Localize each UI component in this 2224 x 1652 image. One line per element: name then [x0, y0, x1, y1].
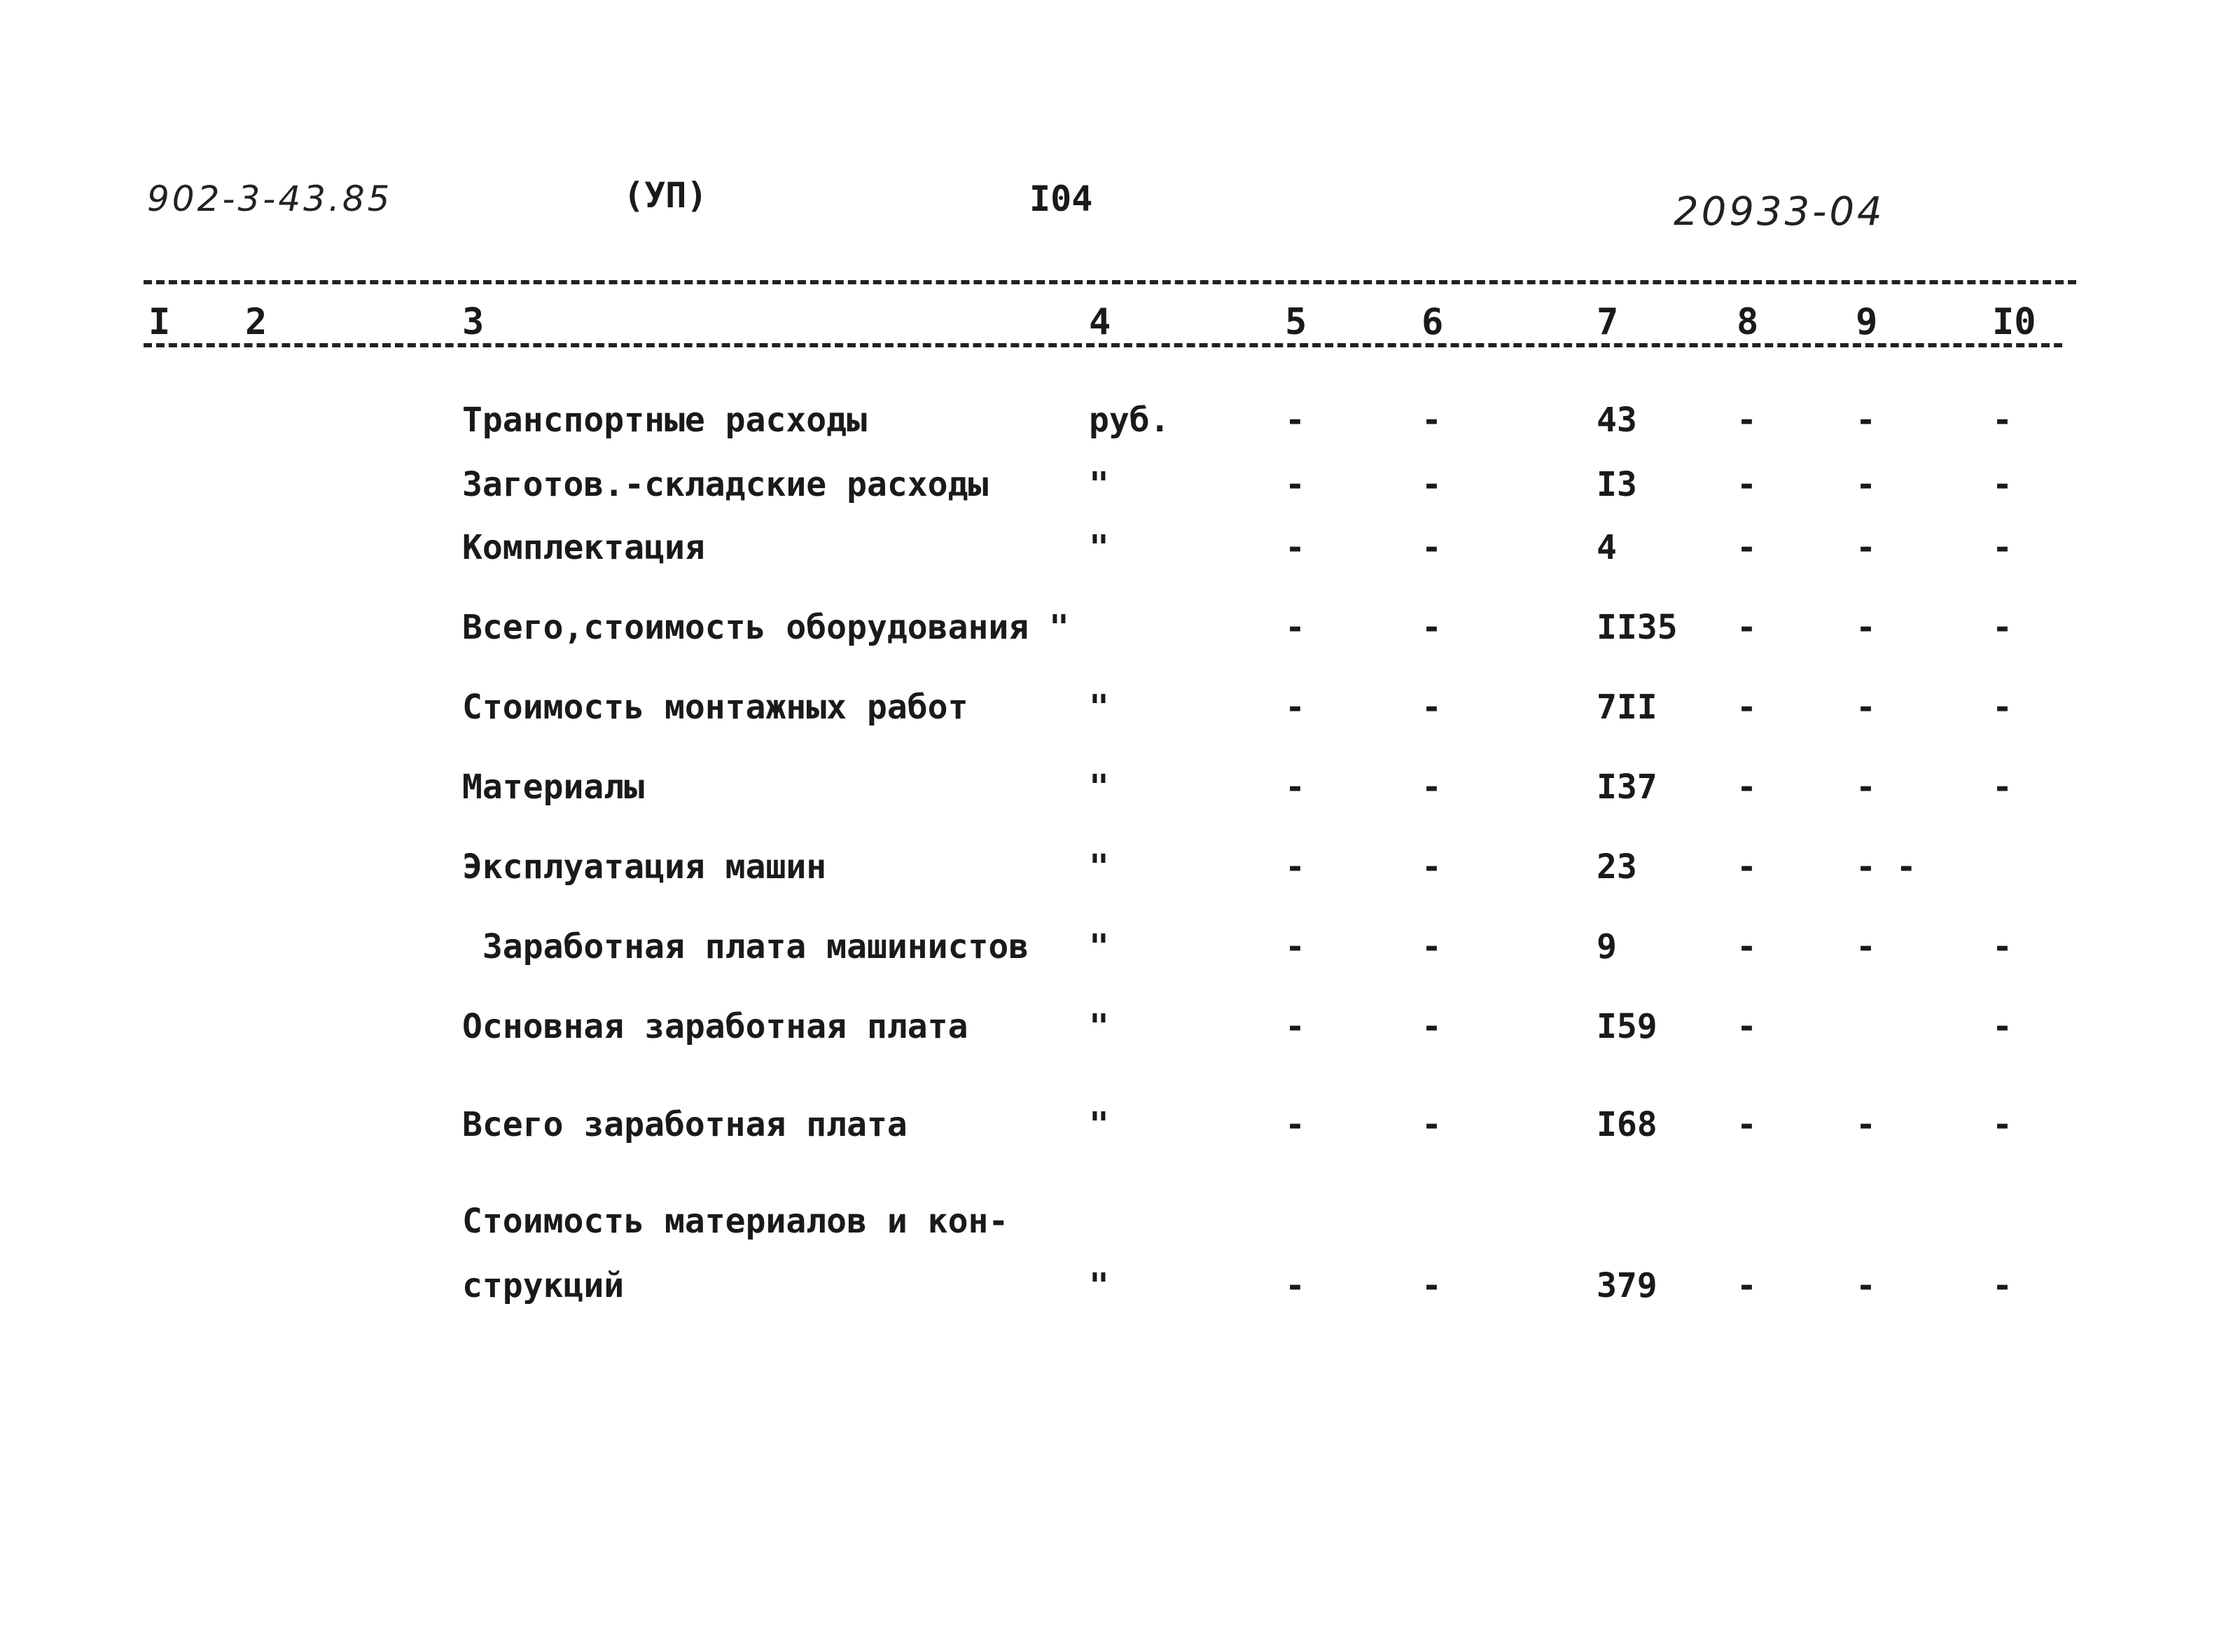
cell-col8: - — [1737, 465, 1757, 504]
table-row — [0, 1200, 2224, 1319]
cell-col5: - — [1285, 608, 1305, 647]
row-unit: " — [1089, 688, 1109, 727]
cell-col9: - — [1856, 401, 1876, 440]
cell-col6: - — [1422, 768, 1442, 807]
cell-col6: - — [1422, 608, 1442, 647]
row-label: Всего,стоимость оборудования " — [462, 608, 1069, 647]
cell-col8: - — [1737, 1105, 1757, 1144]
table-row — [0, 527, 2224, 583]
cell-col9: - — [1856, 528, 1876, 567]
cell-col9: - - — [1856, 847, 1917, 887]
cell-col5: - — [1285, 927, 1305, 966]
table-row — [0, 846, 2224, 902]
bottom-rule — [144, 343, 2062, 347]
cell-col8: - — [1737, 768, 1757, 807]
row-label: Стоимость монтажных работ — [462, 688, 968, 727]
section-label: (УП) — [623, 175, 708, 216]
cell-col10: - — [1992, 1007, 2013, 1046]
cell-col8: - — [1737, 1266, 1757, 1305]
cell-col6: - — [1422, 688, 1442, 727]
cell-col10: - — [1992, 1266, 2013, 1305]
cell-col9: - — [1856, 465, 1876, 504]
doc-code: 902-3-43.85 — [147, 179, 393, 219]
cell-col8: - — [1737, 1007, 1757, 1046]
cell-col5: - — [1285, 465, 1305, 504]
cell-col5: - — [1285, 847, 1305, 887]
cell-col10: - — [1992, 927, 2013, 966]
table-row — [0, 766, 2224, 822]
cell-col7: 23 — [1597, 847, 1637, 887]
cell-col5: - — [1285, 688, 1305, 727]
column-number-1: I — [148, 301, 171, 343]
cell-col7: I59 — [1597, 1007, 1657, 1046]
row-label: Комплектация — [462, 528, 705, 567]
cell-col7: 9 — [1597, 927, 1617, 966]
cell-col10: - — [1992, 608, 2013, 647]
cell-col8: - — [1737, 927, 1757, 966]
cell-col6: - — [1422, 401, 1442, 440]
cell-col10: - — [1992, 768, 2013, 807]
row-unit: " — [1089, 465, 1109, 504]
table-row — [0, 1104, 2224, 1160]
cell-col10: - — [1992, 688, 2013, 727]
cell-col7: I68 — [1597, 1105, 1657, 1144]
cell-col6: - — [1422, 465, 1442, 504]
cell-col5: - — [1285, 1266, 1305, 1305]
cell-col8: - — [1737, 608, 1757, 647]
cell-col7: 7II — [1597, 688, 1657, 727]
cell-col7: 4 — [1597, 528, 1617, 567]
cell-col9: - — [1856, 768, 1876, 807]
top-rule — [144, 280, 2076, 284]
cell-col5: - — [1285, 1007, 1305, 1046]
table-row — [0, 926, 2224, 982]
cell-col8: - — [1737, 847, 1757, 887]
row-label: Заготов.-складские расходы — [462, 465, 989, 504]
column-number-10: I0 — [1992, 301, 2036, 343]
row-label: Всего заработная плата — [462, 1105, 908, 1144]
table-row — [0, 686, 2224, 742]
cell-col6: - — [1422, 1105, 1442, 1144]
row-label: Транспортные расходы — [462, 401, 867, 440]
cell-col5: - — [1285, 401, 1305, 440]
cell-col10: - — [1992, 528, 2013, 567]
row-unit: " — [1089, 847, 1109, 887]
cell-col6: - — [1422, 1266, 1442, 1305]
row-unit: " — [1089, 927, 1109, 966]
column-number-8: 8 — [1737, 301, 1759, 343]
row-unit: " — [1089, 1266, 1109, 1305]
cell-col6: - — [1422, 847, 1442, 887]
cell-col6: - — [1422, 927, 1442, 966]
cell-col8: - — [1737, 528, 1757, 567]
table-row — [0, 606, 2224, 662]
column-number-4: 4 — [1089, 301, 1111, 343]
row-label: Заработная плата машинистов — [462, 927, 1029, 966]
cell-col6: - — [1422, 1007, 1442, 1046]
row-unit: " — [1089, 1007, 1109, 1046]
cell-col9: - — [1856, 608, 1876, 647]
cell-col9: - — [1856, 927, 1876, 966]
column-number-3: 3 — [462, 301, 485, 343]
page-number: I04 — [1029, 179, 1093, 219]
cell-col6: - — [1422, 528, 1442, 567]
row-unit: руб. — [1089, 401, 1170, 440]
cell-col7: II35 — [1597, 608, 1678, 647]
cell-col7: 43 — [1597, 401, 1637, 440]
table-row — [0, 399, 2224, 455]
cell-col8: - — [1737, 688, 1757, 727]
cell-col10: - — [1992, 465, 2013, 504]
row-label-continuation: струкций — [462, 1266, 625, 1305]
column-number-6: 6 — [1422, 301, 1444, 343]
cell-col5: - — [1285, 768, 1305, 807]
cell-col10: - — [1992, 401, 2013, 440]
column-number-9: 9 — [1856, 301, 1878, 343]
row-label: Основная заработная плата — [462, 1007, 968, 1046]
column-number-7: 7 — [1597, 301, 1619, 343]
row-unit: " — [1089, 768, 1109, 807]
cell-col9: - — [1856, 1105, 1876, 1144]
row-unit: " — [1089, 1105, 1109, 1144]
cell-col10: - — [1992, 1105, 2013, 1144]
cell-col7: I37 — [1597, 768, 1657, 807]
cell-col9: - — [1856, 1266, 1876, 1305]
cell-col9: - — [1856, 688, 1876, 727]
column-number-5: 5 — [1285, 301, 1307, 343]
row-label: Материалы — [462, 768, 645, 807]
cell-col5: - — [1285, 528, 1305, 567]
table-row — [0, 464, 2224, 520]
cell-col7: 379 — [1597, 1266, 1657, 1305]
cell-col5: - — [1285, 1105, 1305, 1144]
column-number-2: 2 — [245, 301, 267, 343]
table-row — [0, 1006, 2224, 1062]
row-label: Стоимость материалов и кон- — [462, 1202, 1009, 1241]
row-unit: " — [1089, 528, 1109, 567]
row-label: Эксплуатация машин — [462, 847, 827, 887]
cell-col7: I3 — [1597, 465, 1637, 504]
cell-col8: - — [1737, 401, 1757, 440]
album-number: 20933-04 — [1674, 189, 1885, 235]
